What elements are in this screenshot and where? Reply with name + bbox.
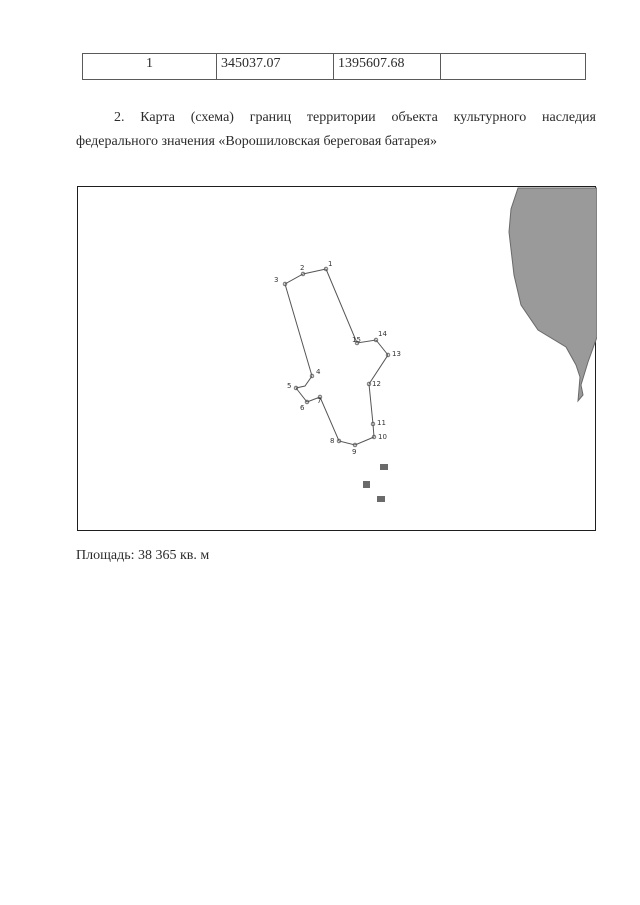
structure-marker: [363, 481, 370, 488]
structure-marker: [380, 464, 388, 470]
point-label: 8: [330, 437, 335, 445]
water-area: [509, 188, 597, 401]
point-label: 3: [274, 276, 279, 284]
y-coordinate-cell: 1395607.68: [334, 54, 441, 80]
point-label: 12: [372, 380, 381, 388]
point-label: 14: [378, 330, 387, 338]
boundary-map: [77, 186, 596, 531]
point-label: 4: [316, 368, 321, 376]
empty-cell: [441, 54, 586, 80]
table-row: [83, 54, 586, 80]
paragraph-heading-line2: федерального значения «Ворошиловская береговая батарея»: [76, 134, 437, 149]
area-label: Площадь: 38 365 кв. м: [76, 548, 210, 563]
point-label: 13: [392, 350, 401, 358]
small-structures: [363, 464, 388, 502]
structure-marker: [377, 496, 385, 502]
map-canvas: [78, 187, 597, 532]
point-markers: [274, 260, 401, 456]
point-label: 10: [378, 433, 387, 441]
point-number-cell: 1: [83, 54, 217, 80]
point-label: 2: [300, 264, 305, 272]
point-label: 5: [287, 382, 292, 390]
boundary-polygon: [285, 269, 388, 445]
coordinates-table: [82, 53, 586, 80]
point-label: 15: [352, 336, 361, 344]
paragraph-heading-line1: 2. Карта (схема) границ территории объекта культурного наследия: [114, 110, 596, 125]
point-label: 6: [300, 404, 305, 412]
x-coordinate-cell: 345037.07: [217, 54, 334, 80]
point-label: 7: [317, 397, 322, 405]
point-label: 11: [377, 419, 386, 427]
point-label: 1: [328, 260, 333, 268]
point-label: 9: [352, 448, 357, 456]
